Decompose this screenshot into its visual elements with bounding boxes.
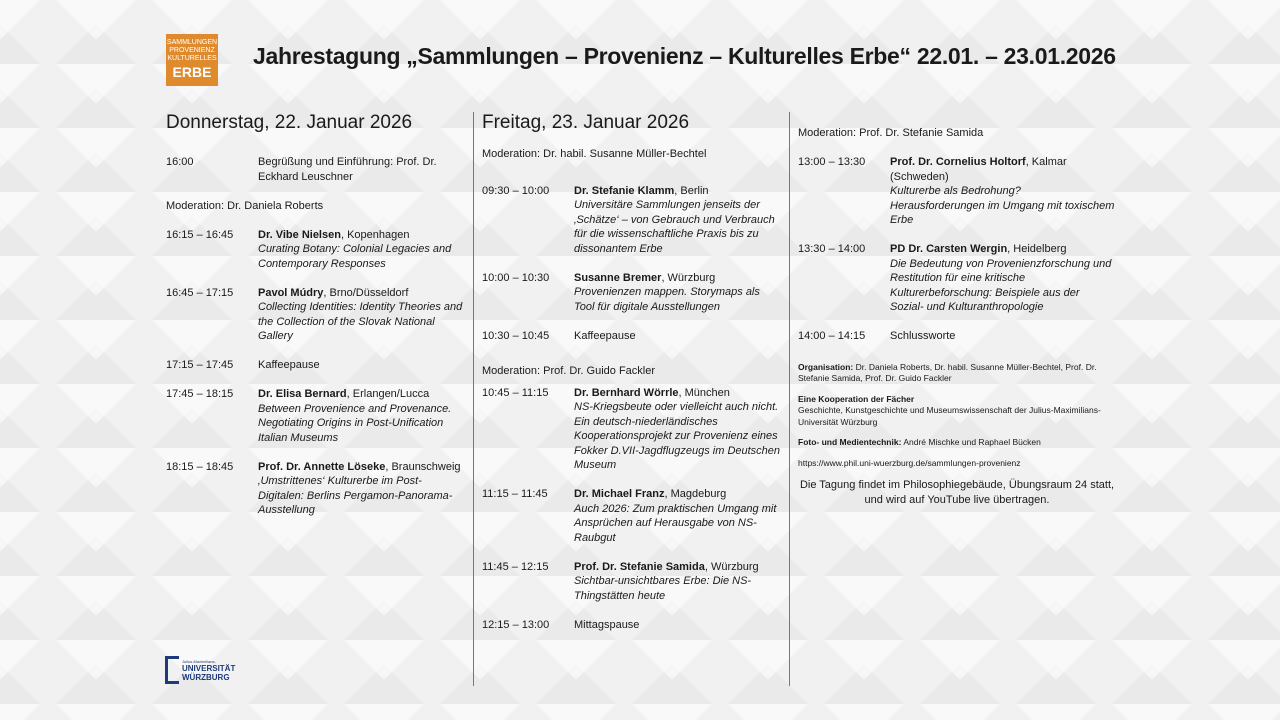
- entry-time: 11:15 – 11:45: [482, 488, 548, 500]
- speaker: Dr. Vibe Nielsen: [258, 228, 341, 241]
- speaker: Pavol Múdry: [258, 286, 324, 299]
- program-entry: [166, 286, 464, 344]
- program-entry: [482, 618, 782, 633]
- entry-time: 12:15 – 13:00: [482, 618, 550, 631]
- program-entry: [482, 386, 782, 473]
- program-entry: [482, 184, 782, 257]
- speaker-place: , Braunschweig: [385, 460, 461, 473]
- speaker: Dr. Bernhard Wörrle: [574, 386, 679, 399]
- talk-title: Kulturerbe als Bedrohung? Herausforderungen im Umgang mit toxischem Erbe: [890, 185, 1115, 226]
- entry-time: 17:45 – 18:15: [166, 388, 234, 400]
- speaker: Prof. Dr. Cornelius Holtorf: [890, 156, 1026, 168]
- program-entry: [166, 358, 464, 373]
- entry-time: 16:00: [166, 156, 194, 168]
- speaker: Susanne Bremer: [574, 271, 662, 284]
- entry-time: 11:45 – 12:15: [482, 560, 549, 573]
- info-text: Dr. Daniela Roberts, Dr. habil. Susanne Müller-Bechtel, Prof. Dr. Stefanie Samida, Prof. Dr. Guido Fackler: [798, 361, 1097, 383]
- program-entry: [166, 460, 464, 518]
- speaker: Prof. Dr. Stefanie Samida: [574, 560, 705, 573]
- venue-notice: Die Tagung findet im Philosophiegebäude, Übungsraum 24 statt, und wird auf YouTube live übertragen.: [799, 479, 1115, 506]
- program-entry: [166, 387, 464, 445]
- speaker-place: , Kopenhagen: [340, 228, 410, 241]
- program-entry: [482, 487, 782, 545]
- entry-text: Mittagspause: [574, 618, 640, 631]
- day-heading: Freitag, 23. Januar 2026: [482, 112, 690, 133]
- day1-column: [166, 112, 464, 532]
- speaker: Dr. Stefanie Klamm: [574, 184, 675, 197]
- info-label: Foto- und Medientechnik:: [798, 437, 902, 447]
- info-text: André Mischke und Raphael Bücken: [901, 437, 1041, 447]
- speaker-place: , Erlangen/Lucca: [346, 388, 430, 400]
- day2-column: [482, 112, 782, 647]
- page-title: Jahrestagung „Sammlungen – Provenienz – Kulturelles Erbe“ 22.01. – 23.01.2026: [253, 43, 1116, 69]
- entry-time: 13:00 – 13:30: [798, 156, 866, 168]
- speaker-place: , Würzburg: [661, 271, 716, 284]
- talk-title: Collecting Identities: Identity Theories and the Collection of the Slovak National Gallery: [258, 301, 463, 342]
- day-heading: Donnerstag, 22. Januar 2026: [166, 112, 413, 133]
- website-link[interactable]: https://www.phil.uni-wuerzburg.de/sammlungen-provenienz: [798, 457, 1021, 468]
- program-entry: [482, 271, 782, 315]
- program-entry: [166, 228, 464, 272]
- speaker-place: , Magdeburg: [664, 488, 727, 500]
- info-label: Organisation:: [798, 361, 854, 372]
- talk-title: Universitäre Sammlungen jenseits der ‚Schätze‘ – von Gebrauch und Verbrauch für die wissenschaftliche Praxis bis zu dissonantem Erbe: [574, 199, 775, 255]
- entry-text: Schlussworte: [890, 330, 956, 342]
- logo-line: ERBE: [172, 64, 212, 80]
- speaker: Dr. Elisa Bernard: [258, 388, 347, 400]
- talk-title: NS-Kriegsbeute oder vielleicht auch nicht. Ein deutsch-niederländisches Kooperationsprojekt zur Provenienz eines Fokker D.VII-Jagdflugzeugs im Deutschen Museum: [574, 401, 781, 471]
- logo-line: PROVENIENZ: [169, 47, 215, 54]
- day2-afternoon-column: [798, 126, 1116, 507]
- entry-time: 18:15 – 18:45: [166, 460, 234, 473]
- university-logo: [165, 654, 245, 686]
- logo-text: UNIVERSITÄT: [182, 663, 236, 673]
- entry-text: Kaffeepause: [574, 329, 636, 342]
- info-label: Eine Kooperation der Fächer: [798, 393, 915, 404]
- moderation: Moderation: Dr. Daniela Roberts: [166, 199, 324, 212]
- talk-title: Sichtbar-unsichtbares Erbe: Die NS-Thingstätten heute: [574, 575, 752, 602]
- speaker: Dr. Michael Franz: [574, 488, 665, 500]
- column-divider: [473, 112, 474, 686]
- talk-title: Die Bedeutung von Provenienzforschung und Restitution für eine kritische Kulturerbeforschung: Beispiele aus der Sozial- und Kulturanthropologie: [890, 257, 1112, 313]
- moderation: Moderation: Prof. Dr. Stefanie Samida: [798, 127, 984, 139]
- program-entry: [798, 155, 1116, 228]
- speaker-place: , Heidelberg: [1007, 243, 1067, 255]
- entry-time: 09:30 – 10:00: [482, 184, 550, 197]
- speaker-place: , München: [678, 386, 730, 399]
- program-entry: [482, 329, 782, 344]
- talk-title: Between Provenience and Provenance. Negotiating Origins in Post-Unification Italian Museums: [258, 402, 452, 444]
- cooperation-info: [798, 394, 1116, 429]
- info-text: Geschichte, Kunstgeschichte und Museumswissenschaft der Julius-Maximilians-Universität Würzburg: [798, 405, 1101, 427]
- speaker-place: , Würzburg: [704, 560, 759, 573]
- speaker-place: , Kalmar (Schweden): [890, 156, 1067, 183]
- conference-logo: [166, 34, 218, 86]
- speaker: Prof. Dr. Annette Löseke: [258, 460, 386, 473]
- entry-text: Begrüßung und Einführung: Prof. Dr. Eckhard Leuschner: [258, 156, 437, 183]
- media-info: [798, 437, 1116, 449]
- talk-title: ‚Umstrittenes‘ Kulturerbe im Post-Digitalen: Berlins Pergamon-Panorama-Ausstellung: [258, 475, 453, 516]
- moderation: Moderation: Prof. Dr. Guido Fackler: [482, 365, 656, 377]
- talk-title: Auch 2026: Zum praktischen Umgang mit Ansprüchen auf Herausgabe von NS-Raubgut: [574, 502, 777, 544]
- logo-line: SAMMLUNGEN: [166, 39, 218, 46]
- entry-time: 10:30 – 10:45: [482, 329, 550, 342]
- entry-time: 14:00 – 14:15: [798, 330, 866, 342]
- entry-time: 16:45 – 17:15: [166, 286, 234, 299]
- logo-line: KULTURELLES: [167, 55, 217, 62]
- entry-text: Kaffeepause: [258, 359, 320, 371]
- program-entry: [798, 329, 1116, 344]
- speaker-place: , Brno/Düsseldorf: [323, 286, 409, 299]
- logo-text: Julius-Maximilians-: [182, 658, 216, 664]
- university-logo-mark: [165, 656, 179, 684]
- talk-title: Curating Botany: Colonial Legacies and Contemporary Responses: [258, 243, 452, 270]
- entry-time: 16:15 – 16:45: [166, 228, 234, 241]
- program-entry: [166, 155, 464, 184]
- program-entry: [798, 242, 1116, 315]
- entry-time: 10:00 – 10:30: [482, 271, 550, 284]
- program-entry: [482, 560, 782, 604]
- organisation-info: [798, 362, 1116, 385]
- column-divider: [789, 112, 790, 686]
- talk-title: Provenienzen mappen. Storymaps als Tool für digitale Ausstellungen: [574, 286, 760, 313]
- logo-text: WÜRZBURG: [182, 672, 230, 682]
- entry-time: 13:30 – 14:00: [798, 243, 866, 255]
- entry-time: 17:15 – 17:45: [166, 359, 234, 371]
- speaker-place: , Berlin: [674, 184, 709, 197]
- moderation: Moderation: Dr. habil. Susanne Müller-Bechtel: [482, 148, 707, 160]
- speaker: PD Dr. Carsten Wergin: [890, 243, 1008, 255]
- entry-time: 10:45 – 11:15: [482, 386, 549, 399]
